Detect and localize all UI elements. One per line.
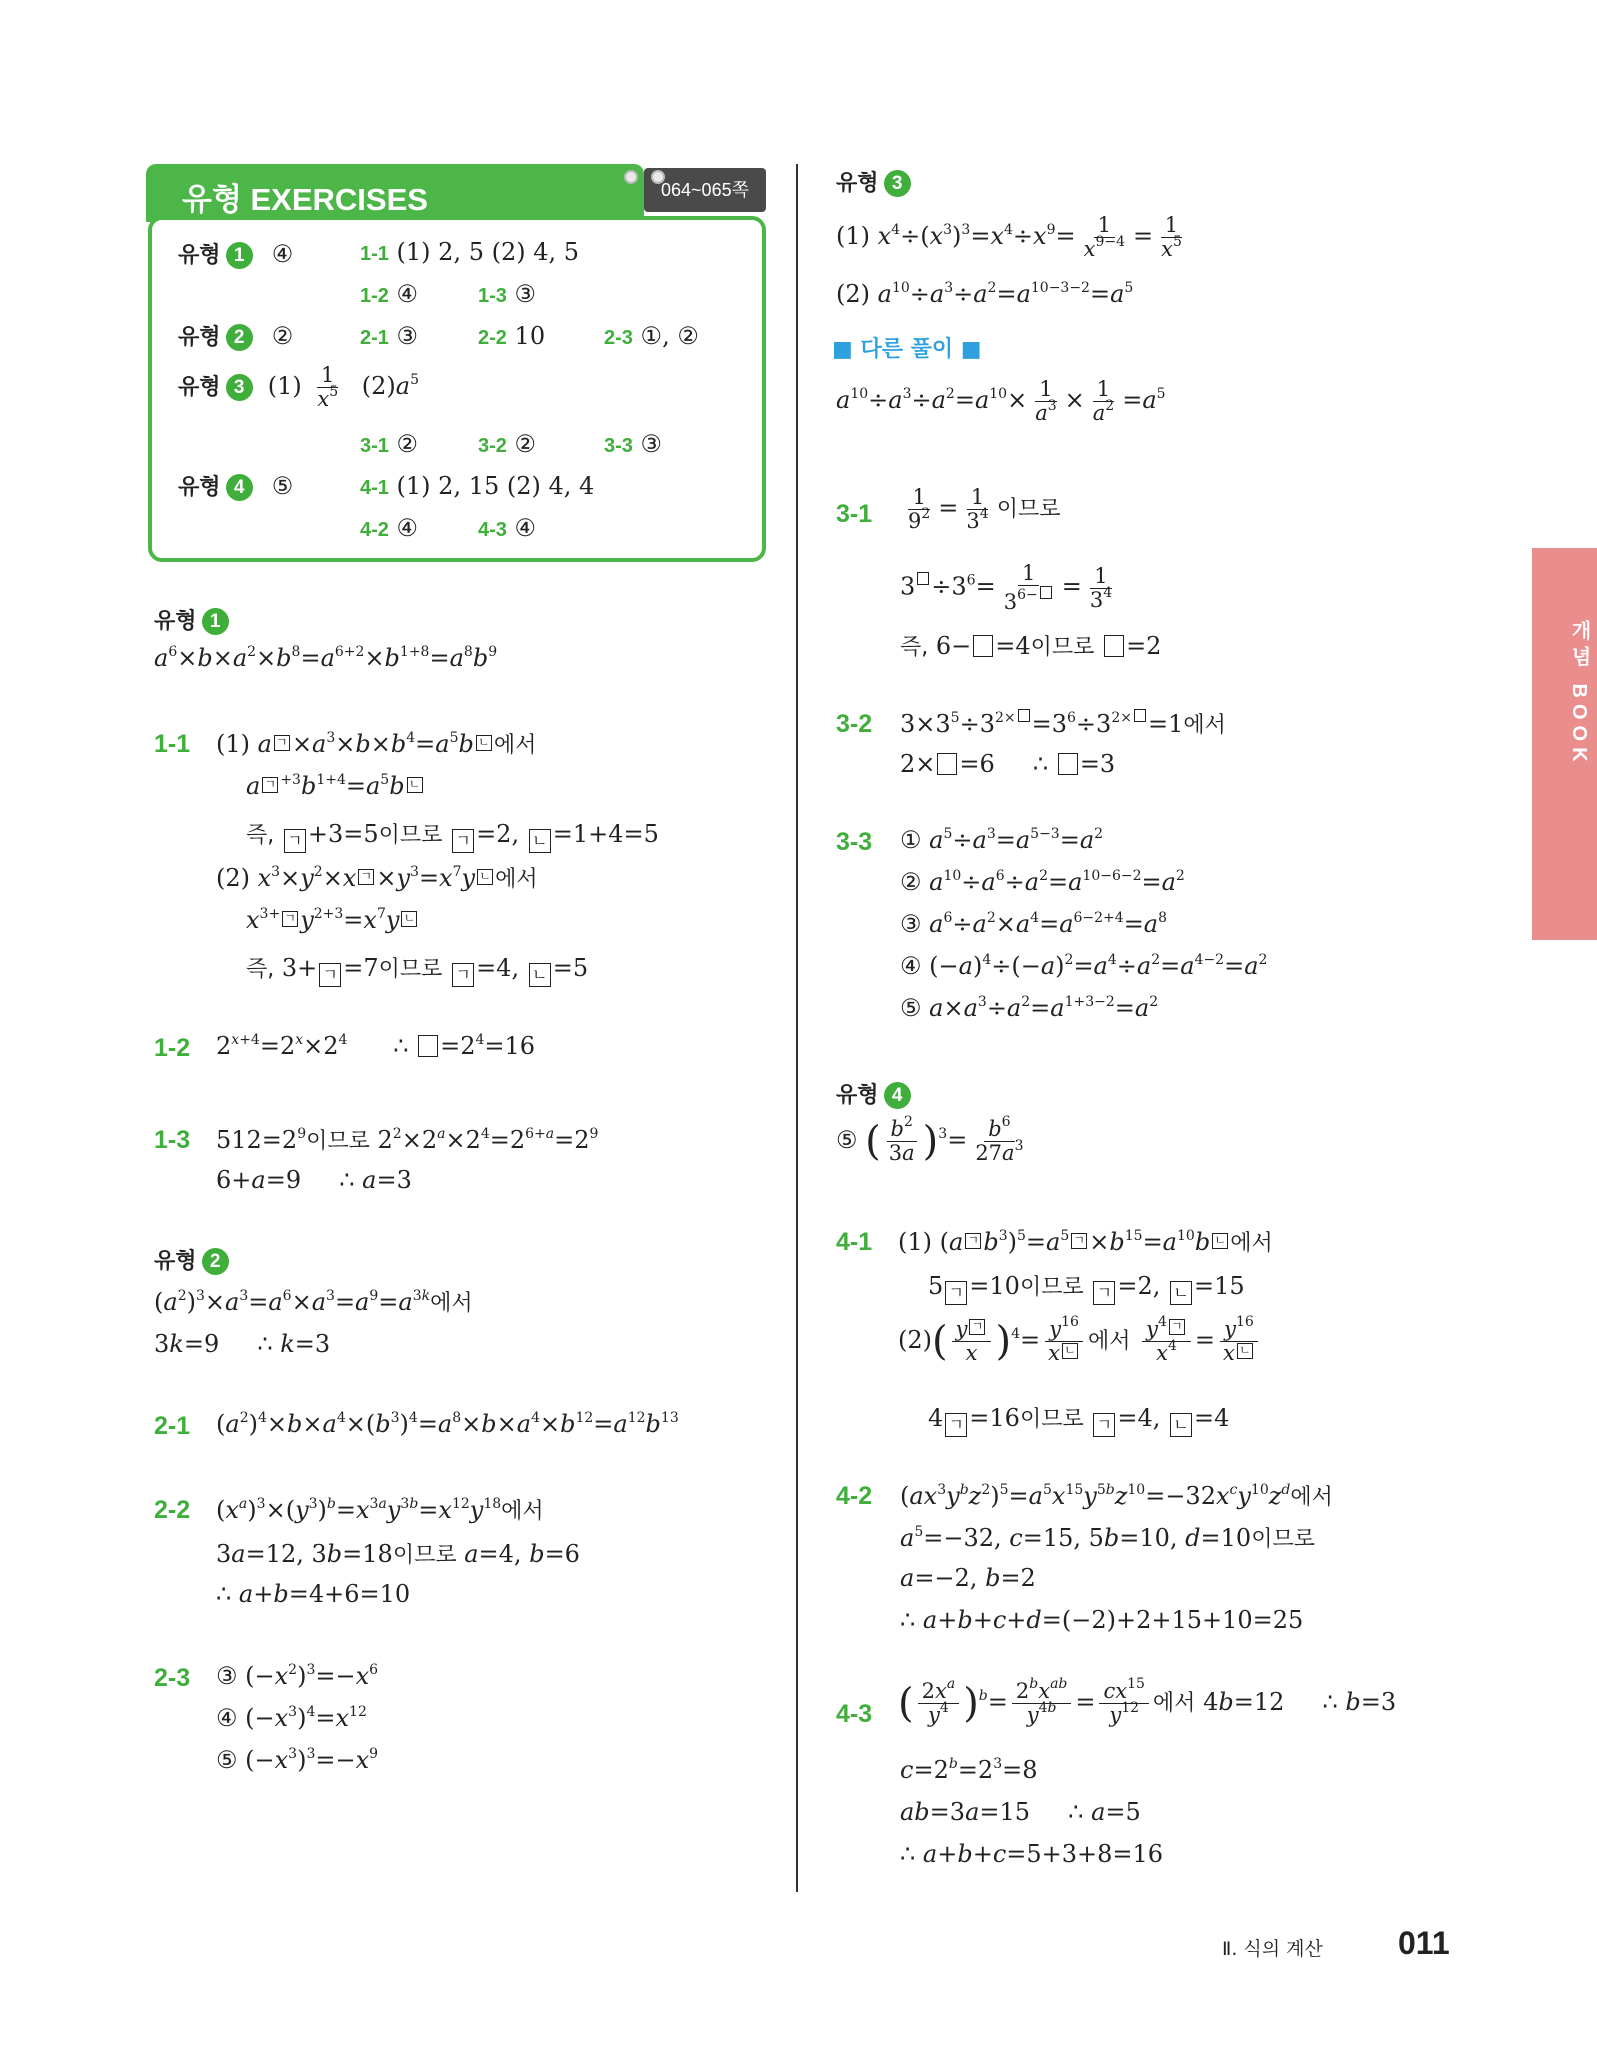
page-number: 011 [1398, 1925, 1450, 1961]
solution-line: (1) (a $^ㄱ$ $b^3)^5=a^{5 ㄱ} \times b^{15}=a^{10}b$ $^ㄴ$ 에서 [898, 1228, 1273, 1256]
box-item: 2-2 10 [478, 322, 546, 350]
exercises-page-range: 064~065쪽 [644, 168, 766, 212]
solution-line: ① $a^5\div a^3=a^{5-3}=a^2$ [900, 826, 1104, 854]
box-item: 3-1 ② [360, 430, 419, 458]
box-row-type2: 유형 2 ② [178, 322, 294, 350]
type2-solution: $(a^2)^3\times a^3=a^6\times a^3=a^9=a^{3k}$에서 [154, 1288, 473, 1316]
box-item: 3-2 ② [478, 430, 537, 458]
solution-line: 즉, ㄱ +3=5이므로 ㄱ =2, ㄴ =1+4=5 [246, 818, 659, 853]
box-item: 2-3 ①, ② [604, 322, 699, 350]
box-item: 4-3 ④ [478, 514, 537, 542]
box-item: 1-1 (1) 2, 5 (2) 4, 5 [360, 238, 580, 266]
solution-line: $3 \div 3^6=$ $\frac{1}{3^{6-}}$ = $\frac{1}{3^4}$ [900, 561, 1113, 615]
solution-line: $x^{3+ ㄱ}$ $y^{2+3}=x^7y$ $^ㄴ$ [246, 906, 419, 934]
solution-line: $3\times 3^5\div 3^{2\times} =3^6\div 3^{2\times} =1$에서 [900, 710, 1226, 738]
solution-line: ③ $a^6\div a^2\times a^4=a^{6-2+4}=a^8$ [900, 910, 1168, 938]
problem-number: 4-1 [836, 1228, 873, 1256]
solution-line: 즉, 6− =4이므로 =2 [900, 632, 1162, 660]
solution-line: $2^{x+4}=2^x\times 2^4$ ∴ $=2^4=16$ [216, 1032, 536, 1060]
solution-line: ab=3a=15 ∴ a=5 [900, 1798, 1141, 1826]
solution-line: (1) a $^ㄱ \times a^3\times b\times b^4=a^5b$ $^ㄴ$ 에서 [216, 730, 537, 758]
solution-line: (2) $a^{10}\div a^3\div a^2=a^{10-3-2}=a^5$ [836, 280, 1134, 308]
solution-line: ∴ a+b+c=5+3+8=16 [900, 1840, 1164, 1868]
solution-line: ④ $(-a)^4\div(-a)^2=a^4\div a^2=a^{4-2}=a^2$ [900, 952, 1268, 980]
box-row-type1: 유형 1 ④ [178, 240, 294, 268]
side-tab-label: 개념 BOOK [1568, 620, 1590, 768]
solution-line: ⑤ $(-x^3)^3=-x^9$ [216, 1746, 379, 1774]
type1-solution: $a^6\times b\times a^2\times b^8=a^{6+2}\times b^{1+8}=a^8b^9$ [154, 644, 498, 672]
solution-line: $a^5=-32$, c=15, 5b=10, d=10이므로 [900, 1524, 1315, 1552]
solution-line: 3a=12, 3b=18이므로 a=4, b=6 [216, 1540, 580, 1568]
solution-line: $(ax^3y^bz^2)^5=a^5x^{15}y^{5b}z^{10}=-32x^cy^{10}z^d$에서 [900, 1482, 1333, 1510]
solution-line: ( $\frac{2x^a}{y^4}$ )$^b$= $\frac{2^bx^{ab}}{y^{4b}}$ = $\frac{cx^{15}}{y^{12}}$ 에서 4b=12 ∴ b=3 [898, 1676, 1397, 1728]
box-item: 4-2 ④ [360, 514, 419, 542]
solution-line: ⑤ $a\times a^3\div a^2=a^{1+3-2}=a^2$ [900, 994, 1159, 1022]
solution-line: (1) $x^4\div(x^3)^3=x^4\div x^9=$ $\frac{1}{x^{9-4}}$ = $\frac{1}{x^5}$ [836, 213, 1182, 262]
exercises-title: 유형 EXERCISES [182, 182, 428, 217]
solution-line: 5 ㄱ =10이므로 ㄱ =2, ㄴ =15 [928, 1270, 1245, 1305]
box-item: 3-3 ③ [604, 430, 663, 458]
box-row-type3: 유형 3 (1) $\frac{1}{x^5}$ $(2)a^5$ [178, 363, 419, 412]
problem-number: 1-3 [154, 1126, 191, 1154]
problem-number: 4-3 [836, 1700, 873, 1728]
solution-line: ② $a^{10}\div a^6\div a^2=a^{10-6-2}=a^2$ [900, 868, 1185, 896]
problem-number: 3-1 [836, 500, 873, 528]
solution-line: ③ $(-x^2)^3=-x^6$ [216, 1662, 379, 1690]
type2-solution: 3k=9 ∴ k=3 [154, 1330, 331, 1358]
solution-line: ⑤ ( $\frac{b^2}{3a}$ )$^3$= $\frac{b^6}{27a^3}$ [836, 1114, 1024, 1166]
footer-chapter: Ⅱ. 식의 계산 [1222, 1938, 1323, 1960]
solution-line: $\frac{1}{9^2}$ = $\frac{1}{3^4}$ 이므로 [908, 485, 1061, 534]
solution-line: a $^{ㄱ +3}b^{1+4}=a^5b$ $^ㄴ$ [246, 772, 425, 800]
type3-heading: 유형 3 [836, 166, 911, 197]
solution-line: 4 ㄱ =16이므로 ㄱ =4, ㄴ =4 [928, 1402, 1229, 1437]
solution-line: 2× =6 ∴ =3 [900, 750, 1116, 778]
type2-heading: 유형 2 [154, 1244, 229, 1275]
solution-line: ∴ a+b+c+d=(−2)+2+15+10=25 [900, 1606, 1304, 1634]
solution-line: 즉, 3+ ㄱ =7이므로 ㄱ =4, ㄴ =5 [246, 952, 588, 987]
problem-number: 4-2 [836, 1482, 873, 1510]
problem-number: 1-2 [154, 1034, 191, 1062]
problem-number: 2-1 [154, 1412, 191, 1440]
solution-line: $a^{10}\div a^3\div a^2=a^{10}\times$ $\frac{1}{a^3}$ × $\frac{1}{a^2}$ $=a^5$ [836, 377, 1166, 426]
solution-line: (2) $x^3\times y^2\times x$ $^ㄱ \times y^3=x^7y$ $^ㄴ$ 에서 [216, 864, 538, 892]
box-item: 1-3 ③ [478, 280, 537, 308]
box-item: 4-1 (1) 2, 15 (2) 4, 4 [360, 472, 595, 500]
solution-line: (2)( $\frac{y ^ㄱ}{x}$ )$^4$= $\frac{y^{16}}{x ^ㄴ}$ 에서 $\frac{y^{4 ㄱ}}{x^4}$ = $\frac{y^{16}}{x ^ㄴ}$ [898, 1318, 1263, 1365]
alternate-solution-heading: ■ 다른 풀이 ■ [832, 337, 982, 362]
problem-number: 3-2 [836, 710, 873, 738]
solution-line: $c=2^b=2^3=8$ [900, 1756, 1038, 1784]
solution-line: $(a^2)^4\times b\times a^4\times(b^3)^4=a^8\times b\times a^4\times b^{12}=a^{12}b^{13}$ [216, 1410, 679, 1438]
solution-line: $(x^a)^3\times(y^3)^b=x^{3a}y^{3b}=x^{12}y^{18}$에서 [216, 1496, 544, 1524]
binder-ring-icon [651, 170, 665, 184]
box-item: 1-2 ④ [360, 280, 419, 308]
column-divider [796, 164, 798, 1892]
type4-heading: 유형 4 [836, 1078, 911, 1109]
solution-line: ④ $(-x^3)^4=x^{12}$ [216, 1704, 367, 1732]
solution-line: $512=2^9$이므로 $2^2\times 2^a\times 2^4=2^{6+a}=2^9$ [216, 1126, 599, 1154]
binder-ring-icon [624, 170, 638, 184]
solution-line: ∴ a+b=4+6=10 [216, 1580, 411, 1608]
box-row-type4: 유형 4 ⑤ [178, 472, 294, 500]
problem-number: 1-1 [154, 730, 191, 758]
solution-line: a=−2, b=2 [900, 1564, 1036, 1592]
problem-number: 2-3 [154, 1664, 191, 1692]
problem-number: 2-2 [154, 1496, 191, 1524]
solution-line: 6+a=9 ∴ a=3 [216, 1166, 412, 1194]
box-item: 2-1 ③ [360, 322, 419, 350]
type1-heading: 유형 1 [154, 604, 229, 635]
problem-number: 3-3 [836, 828, 873, 856]
